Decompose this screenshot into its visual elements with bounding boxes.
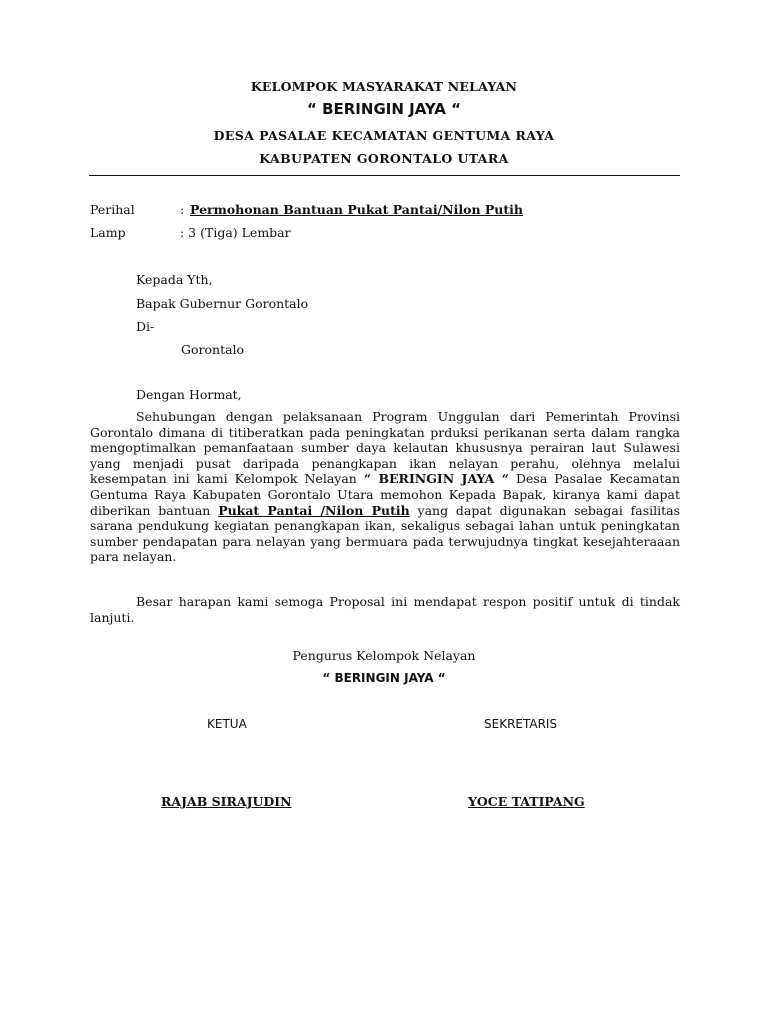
p1-closing: yang dapat digunakan sebagai fasilitas sarana pendukung kegiatan penangkapan ikan, sekaligus sebagai lahan untuk peningkatan sumber pendapatan para nelayan yang bermuara pada terwujudnya tingkat kesejahteraaan para nelayan. — [90, 502, 681, 565]
body-paragraph-1 — [90, 409, 680, 565]
letterhead-divider — [89, 175, 680, 176]
ketua-name: RAJAB SIRAJUDIN — [161, 794, 292, 809]
perihal-separator: : — [180, 202, 185, 217]
letterhead-org-name: “ BERINGIN JAYA “ — [307, 100, 461, 118]
recipient-name: Bapak Gubernur Gorontalo — [136, 296, 309, 311]
recipient-greeting: Kepada Yth, — [136, 272, 213, 287]
body-paragraph-2 — [90, 594, 680, 625]
p1-group-name: “ BERINGIN JAYA “ — [363, 471, 509, 487]
sekretaris-title: SEKRETARIS — [484, 717, 558, 731]
ketua-title: KETUA — [207, 717, 247, 731]
letterhead-regency: KABUPATEN GORONTALO UTARA — [259, 151, 509, 166]
perihal-value: Permohonan Bantuan Pukat Pantai/Nilon Putih — [190, 202, 523, 217]
lamp-value: : 3 (Tiga) Lembar — [180, 225, 291, 240]
letterhead-village: DESA PASALAE KECAMATAN GENTUMA RAYA — [213, 128, 555, 143]
p1-intro: Sehubungan dengan pelaksanaan Program Unggulan dari Pemerintah Provinsi Gorontalo dimana di titiberatkan pada peningkatan prduksi perikanan serta dalam rangka mengoptimalkan pemanfaataan sumber daya kelautan khususnya perairan laut Sulawesi yang menjadi pusat daripada penangkapan ikan nelayan perahu, olehnya melalui kesempatan ini kami Kelompok Nelayan — [90, 409, 680, 487]
sekretaris-name: YOCE TATIPANG — [468, 794, 585, 809]
p1-middle: Desa Pasalae Kecamatan Gentuma Raya Kabupaten Gorontalo Utara memohon Kepada Bapak, kiranya kami dapat diberikan bantuan — [90, 471, 681, 518]
p2-text: Besar harapan kami semoga Proposal ini mendapat respon positif untuk di tindak lanjuti. — [90, 594, 680, 625]
closing-org-line: Pengurus Kelompok Nelayan — [292, 648, 476, 663]
p1-requested-item: Pukat Pantai /Nilon Putih — [218, 502, 410, 518]
lamp-label: Lamp — [90, 225, 126, 240]
salutation: Dengan Hormat, — [136, 387, 242, 402]
recipient-city: Gorontalo — [181, 342, 245, 357]
letterhead-org-type: KELOMPOK MASYARAKAT NELAYAN — [250, 79, 518, 94]
perihal-label: Perihal — [90, 202, 135, 217]
recipient-di: Di- — [136, 319, 155, 334]
closing-org-name: “ BERINGIN JAYA “ — [322, 671, 446, 685]
